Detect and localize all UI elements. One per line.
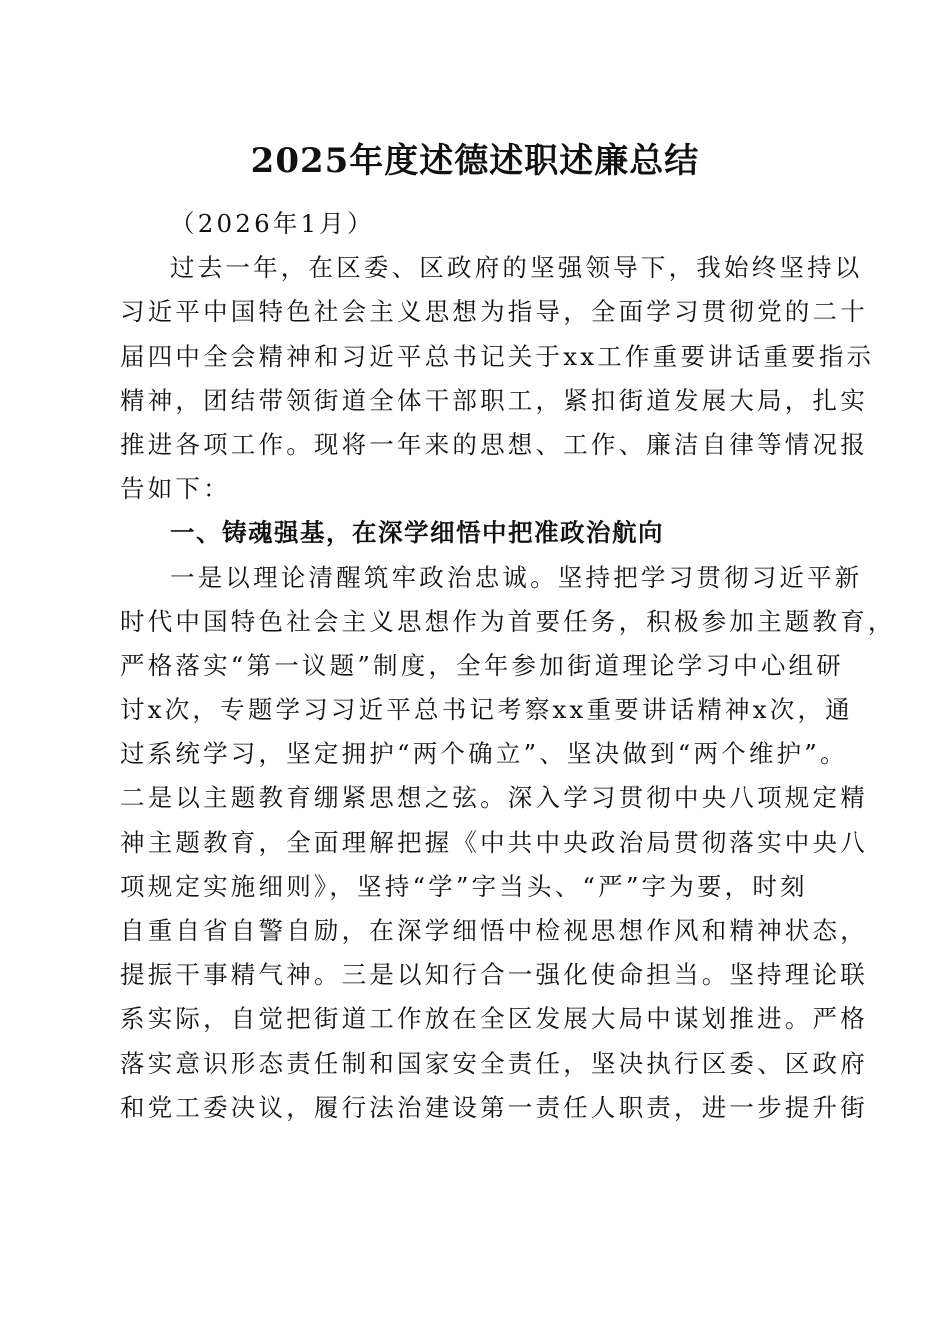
paragraph-line: 自重自省自警自励，在深学细悟中检视思想作风和精神状态， xyxy=(120,916,868,945)
paragraph-line: 项规定实施细则》，坚持“学”字当头、“严”字为要，时刻 xyxy=(120,871,808,901)
intro-line: 过去一年，在区委、区政府的坚强领导下，我始终坚持以 xyxy=(170,253,863,283)
paragraph-line: 过系统学习，坚定拥护“两个确立”、坚决做到“两个维护”。 xyxy=(120,739,848,769)
paragraph-line: 提振干事精气神。三是以知行合一强化使命担当。坚持理论联 xyxy=(120,960,868,990)
intro-line: 精神，团结带领街道全体干部职工，紧扣街道发展大局，扎实 xyxy=(120,385,868,415)
date-line: （2026年1月） xyxy=(170,209,375,238)
intro-line: 推进各项工作。现将一年来的思想、工作、廉洁自律等情况报 xyxy=(120,429,868,459)
intro-paragraph xyxy=(120,246,875,511)
paragraph-line: 时代中国特色社会主义思想作为首要任务，积极参加主题教育， xyxy=(120,606,896,636)
section-heading: 一、铸魂强基，在深学细悟中把准政治航向 xyxy=(170,518,664,548)
paragraph-line: 严格落实“第一议题”制度，全年参加街道理论学习中心组研 xyxy=(120,650,844,680)
intro-line: 届四中全会精神和习近平总书记关于xx工作重要讲话重要指示 xyxy=(120,341,875,371)
paragraph-line: 二是以主题教育绷紧思想之弦。深入学习贯彻中央八项规定精 xyxy=(120,783,868,813)
document-body xyxy=(120,202,896,1130)
paragraph-line: 和党工委决议，履行法治建设第一责任人职责，进一步提升街 xyxy=(120,1092,868,1122)
intro-line: 习近平中国特色社会主义思想为指导，全面学习贯彻党的二十 xyxy=(120,297,868,327)
intro-line: 告如下： xyxy=(120,474,231,504)
paragraph-line: 落实意识形态责任制和国家安全责任，坚决执行区委、区政府 xyxy=(120,1048,868,1078)
paragraph-line: 系实际，自觉把街道工作放在全区发展大局中谋划推进。严格 xyxy=(120,1004,868,1034)
section-paragraph xyxy=(120,556,896,1130)
document-title: 2025年度述德述职述廉总结 xyxy=(250,141,700,181)
paragraph-line: 神主题教育，全面理解把握《中共中央政治局贯彻落实中央八 xyxy=(120,827,868,857)
paragraph-line: 一是以理论清醒筑牢政治忠诚。坚持把学习贯彻习近平新 xyxy=(170,562,863,592)
paragraph-line: 讨x次，专题学习习近平总书记考察xx重要讲话精神x次，通 xyxy=(120,695,853,725)
